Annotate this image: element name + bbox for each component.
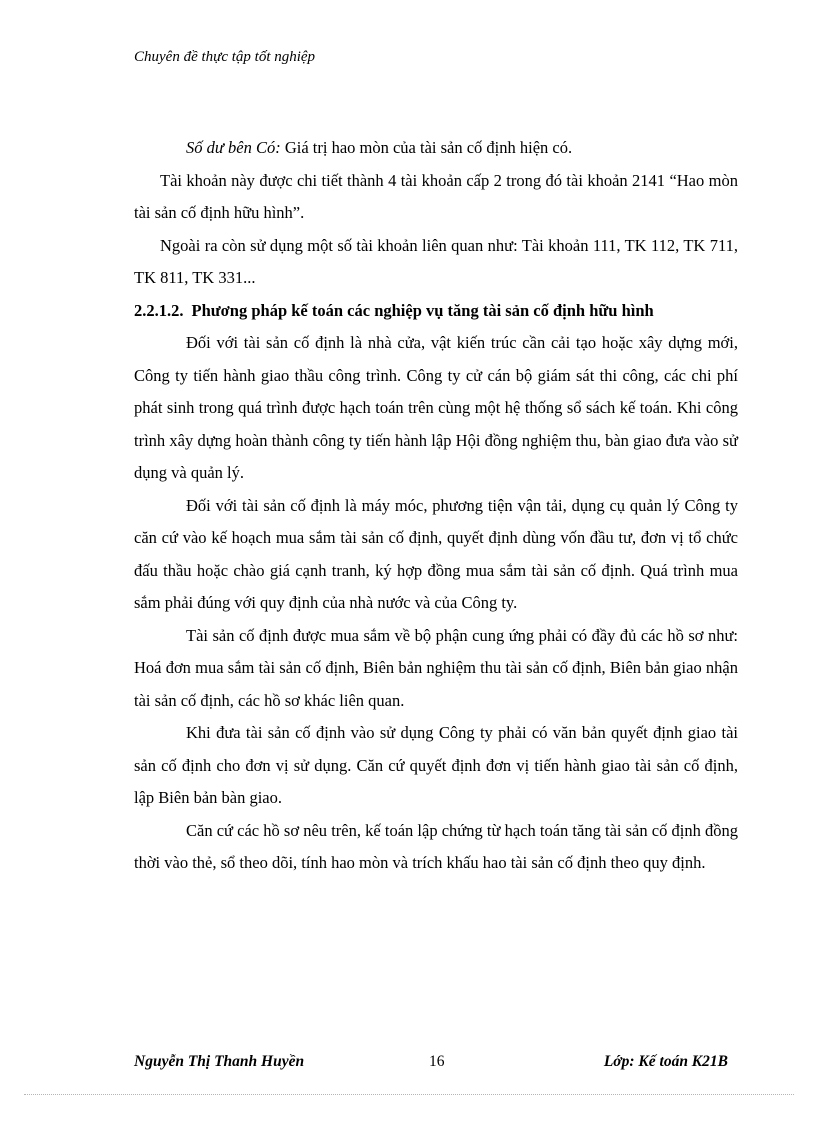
section-title: Phương pháp kế toán các nghiệp vụ tăng tài sản cố định hữu hình <box>191 300 654 320</box>
paragraph-related-accounts: Ngoài ra còn sử dụng một số tài khoản liên quan như: Tài khoản 111, TK 112, TK 711, TK 811, TK 331... <box>134 235 738 287</box>
paragraph-subaccounts: Tài khoản này được chi tiết thành 4 tài khoản cấp 2 trong đó tài khoản 2141 “Hao mòn tài sản cố định hữu hình”. <box>134 170 738 222</box>
page-footer <box>134 1053 738 1075</box>
page-header: Chuyên đề thực tập tốt nghiệp <box>134 49 316 65</box>
page-bottom-divider <box>24 1094 794 1095</box>
credit-balance-label: Số dư bên Có: <box>186 138 281 157</box>
paragraph-documents: Tài sản cố định được mua sắm về bộ phận cung ứng phải có đầy đủ các hồ sơ như: Hoá đơn mua sắm tài sản cố định, Biên bản nghiệm thu tài sản cố định, Biên bản giao nhận tài sản cố định, các hồ sơ khác liên quan. <box>134 625 738 710</box>
paragraph-accounting: Căn cứ các hồ sơ nêu trên, kế toán lập chứng từ hạch toán tăng tài sản cố định đồng thời vào thẻ, sổ theo dõi, tính hao mòn và trích khấu hao tài sản cố định theo quy định. <box>134 820 738 872</box>
footer-author: Nguyễn Thị Thanh Huyền <box>134 1053 305 1070</box>
paragraph-handover: Khi đưa tài sản cố định vào sử dụng Công ty phải có văn bản quyết định giao tài sản cố định cho đơn vị sử dụng. Căn cứ quyết định đơn vị tiến hành giao tài sản cố định, lập Biên bản bàn giao. <box>134 723 738 807</box>
document-body <box>134 132 738 880</box>
credit-balance-text: Giá trị hao mòn của tài sản cố định hiện có. <box>280 138 573 157</box>
footer-class: Lớp: Kế toán K21B <box>603 1053 728 1070</box>
paragraph-buildings: Đối với tài sản cố định là nhà cửa, vật kiến trúc cần cải tạo hoặc xây dựng mới, Công ty tiến hành giao thầu công trình. Công ty cử cán bộ giám sát thi công, các chi phí phát sinh trong quá trình được hạch toán trên cùng một hệ thống sổ sách kế toán. Khi công trình xây dựng hoàn thành công ty tiến hành lập Hội đồng nghiệm thu, bàn giao đưa vào sử dụng và quản lý. <box>134 333 738 482</box>
paragraph-machinery: Đối với tài sản cố định là máy móc, phương tiện vận tải, dụng cụ quản lý Công ty căn cứ vào kế hoạch mua sắm tài sản cố định, quyết định dùng vốn đầu tư, đơn vị tổ chức đấu thầu hoặc chào giá cạnh tranh, ký hợp đồng mua sắm tài sản cố định. Quá trình mua sắm phải đúng với quy định của nhà nước và của Công ty. <box>134 495 738 612</box>
page-number: 16 <box>429 1053 445 1070</box>
section-heading <box>134 295 738 328</box>
paragraph-credit-balance <box>134 132 738 165</box>
section-number: 2.2.1.2. <box>134 300 184 320</box>
